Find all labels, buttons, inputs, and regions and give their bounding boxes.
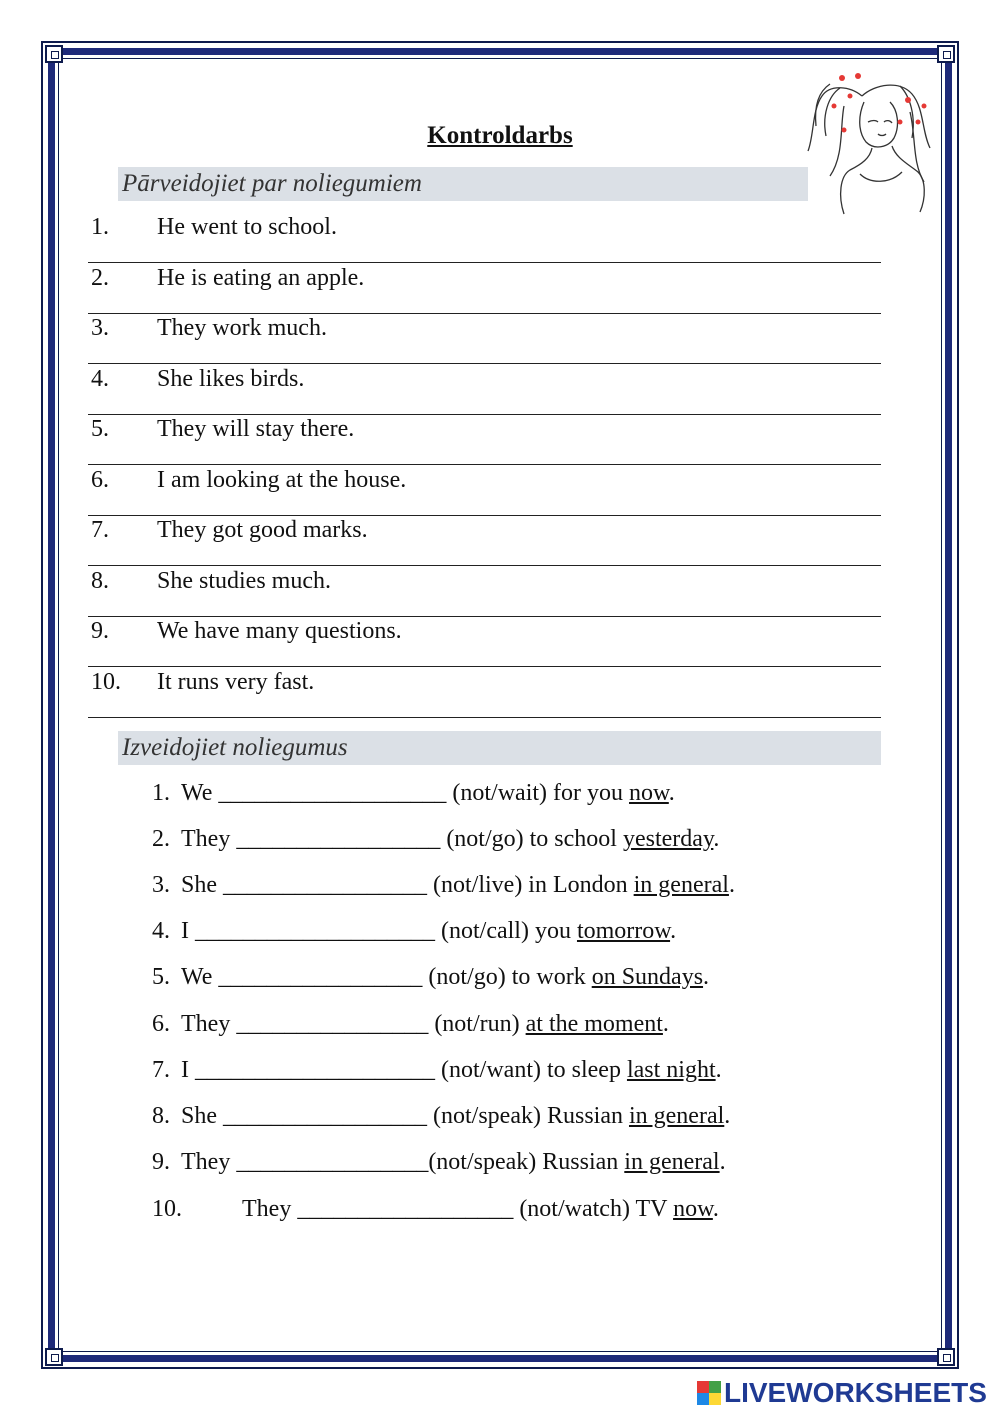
answer-blank[interactable]: _________________: [236, 826, 441, 852]
verb-hint: (not/live) in London: [427, 872, 634, 898]
item-number: 3.: [152, 872, 170, 898]
punctuation: .: [715, 1057, 722, 1083]
item-number: 1.: [91, 214, 109, 240]
item-sentence: It runs very fast.: [157, 669, 315, 695]
item-number: 6.: [91, 467, 109, 493]
item-number: 10.: [91, 669, 121, 695]
corner-ornament-icon: [45, 45, 63, 63]
answer-blank[interactable]: __________________: [297, 1196, 514, 1222]
verb-hint: (not/speak) Russian: [428, 1149, 625, 1175]
item-number: 3.: [91, 315, 109, 341]
item-number: 7.: [91, 517, 109, 543]
subject: They: [181, 1011, 231, 1037]
subject: We: [181, 780, 213, 806]
subject: She: [181, 872, 217, 898]
time-marker: now: [673, 1196, 713, 1222]
time-marker: yesterday: [622, 826, 714, 852]
item-number: 5.: [152, 964, 170, 990]
punctuation: .: [662, 1011, 669, 1037]
list-item: [88, 515, 881, 566]
exercise-row: [152, 918, 676, 945]
time-marker: tomorrow: [576, 918, 671, 944]
item-sentence: We have many questions.: [157, 618, 402, 644]
answer-blank[interactable]: _________________: [218, 964, 423, 990]
list-item: [88, 667, 881, 718]
subject: They: [242, 1196, 292, 1222]
item-number: 9.: [152, 1149, 170, 1175]
item-number: 2.: [91, 265, 109, 291]
corner-ornament-icon: [937, 1348, 955, 1366]
corner-ornament-icon: [937, 45, 955, 63]
item-sentence: They got good marks.: [157, 517, 368, 543]
time-marker: in general: [628, 1103, 725, 1129]
answer-blank[interactable]: ________________: [236, 1149, 429, 1175]
punctuation: .: [713, 826, 720, 852]
subject: We: [181, 964, 213, 990]
verb-hint: (not/go) to school: [440, 826, 623, 852]
time-marker: at the moment: [525, 1011, 663, 1037]
answer-blank[interactable]: ________________: [236, 1011, 429, 1037]
liveworksheets-logo[interactable]: [697, 1375, 987, 1411]
subject: I: [181, 1057, 189, 1083]
subject: I: [181, 918, 189, 944]
exercise-row: [152, 964, 709, 991]
verb-hint: (not/watch) TV: [513, 1196, 674, 1222]
time-marker: in general: [624, 1149, 720, 1175]
subject: She: [181, 1103, 217, 1129]
punctuation: .: [712, 1196, 719, 1222]
item-sentence: He is eating an apple.: [157, 265, 365, 291]
item-sentence: They will stay there.: [157, 416, 355, 442]
page-title: Kontroldarbs: [427, 122, 573, 149]
corner-ornament-icon: [45, 1348, 63, 1366]
item-number: 4.: [91, 366, 109, 392]
exercise-row: [152, 1196, 719, 1223]
item-sentence: She likes birds.: [157, 366, 305, 392]
subject: They: [181, 826, 231, 852]
item-number: 9.: [91, 618, 109, 644]
list-item: [88, 263, 881, 314]
verb-hint: (not/want) to sleep: [435, 1057, 627, 1083]
item-number: 1.: [152, 780, 170, 806]
verb-hint: (not/go) to work: [422, 964, 592, 990]
answer-blank[interactable]: ____________________: [195, 918, 435, 944]
exercise-row: [152, 1057, 722, 1084]
punctuation: .: [703, 964, 710, 990]
item-number: 2.: [152, 826, 170, 852]
item-number: 5.: [91, 416, 109, 442]
exercise-row: [152, 780, 675, 807]
exercise-row: [152, 1149, 726, 1176]
list-item: [88, 566, 881, 617]
item-number: 8.: [91, 568, 109, 594]
logo-text: LIVEWORKSHEETS: [724, 1377, 987, 1408]
list-item: [88, 414, 881, 465]
item-sentence: He went to school.: [157, 214, 337, 240]
section1-heading: Pārveidojiet par noliegumiem: [118, 167, 808, 201]
list-item: [88, 616, 881, 667]
verb-hint: (not/speak) Russian: [427, 1103, 629, 1129]
list-item: [88, 313, 881, 364]
item-sentence: I am looking at the house.: [157, 467, 407, 493]
item-sentence: She studies much.: [157, 568, 331, 594]
verb-hint: (not/run): [428, 1011, 526, 1037]
list-item: [88, 364, 881, 415]
verb-hint: (not/wait) for you: [446, 780, 630, 806]
verb-hint: (not/call) you: [435, 918, 577, 944]
item-sentence: They work much.: [157, 315, 327, 341]
punctuation: .: [719, 1149, 726, 1175]
punctuation: .: [724, 1103, 731, 1129]
exercise-row: [152, 1011, 669, 1038]
answer-blank[interactable]: _________________: [223, 872, 427, 898]
subject: They: [181, 1149, 231, 1175]
list-item: [88, 465, 881, 516]
time-marker: now: [629, 780, 669, 806]
item-number: 7.: [152, 1057, 170, 1083]
answer-blank[interactable]: _________________: [223, 1103, 427, 1129]
item-number: 10.: [152, 1196, 182, 1222]
punctuation: .: [668, 780, 675, 806]
section2-heading: Izveidojiet noliegumus: [118, 731, 881, 765]
punctuation: .: [670, 918, 677, 944]
list-item: [88, 212, 881, 263]
logo-mark-icon: [697, 1381, 721, 1405]
punctuation: .: [728, 872, 735, 898]
answer-blank[interactable]: ___________________: [218, 780, 447, 806]
item-number: 6.: [152, 1011, 170, 1037]
item-number: 4.: [152, 918, 170, 944]
exercise-row: [152, 826, 719, 853]
item-number: 8.: [152, 1103, 170, 1129]
time-marker: last night: [626, 1057, 716, 1083]
time-marker: in general: [633, 872, 729, 898]
exercise-row: [152, 872, 735, 899]
time-marker: on Sundays: [591, 964, 704, 990]
exercise-row: [152, 1103, 730, 1130]
answer-blank[interactable]: ____________________: [195, 1057, 435, 1083]
